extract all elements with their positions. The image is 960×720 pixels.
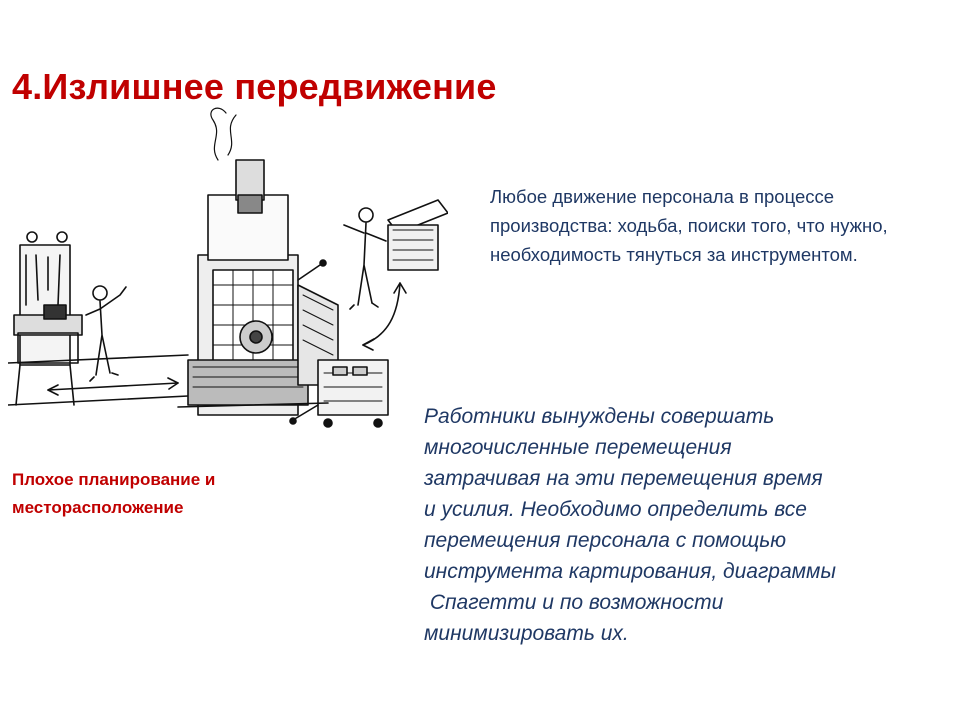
body-line: и усилия. Необходимо определить все — [424, 498, 807, 521]
body-line: затрачивая на эти перемещения время — [424, 467, 823, 490]
slide-title: 4.Излишнее передвижение — [12, 66, 497, 107]
body-line: минимизировать их. — [424, 622, 629, 645]
body-line: многочисленные перемещения — [424, 436, 732, 459]
body-line: Спагетти и по возможности — [424, 591, 724, 614]
caption-text: Плохое планирование и месторасположение — [12, 470, 216, 517]
body-line: Работники вынуждены совершать — [424, 405, 775, 428]
definition-text: Любое движение персонала в процессе производства: ходьба, поиски того, что нужно, необходимость тянуться за инструментом. — [490, 186, 888, 265]
body-line: инструмента картирования, диаграммы — [424, 560, 836, 583]
body-text — [424, 401, 954, 649]
factory-sketch-icon — [8, 105, 448, 440]
body-line: перемещения персонала с помощью — [424, 529, 787, 552]
